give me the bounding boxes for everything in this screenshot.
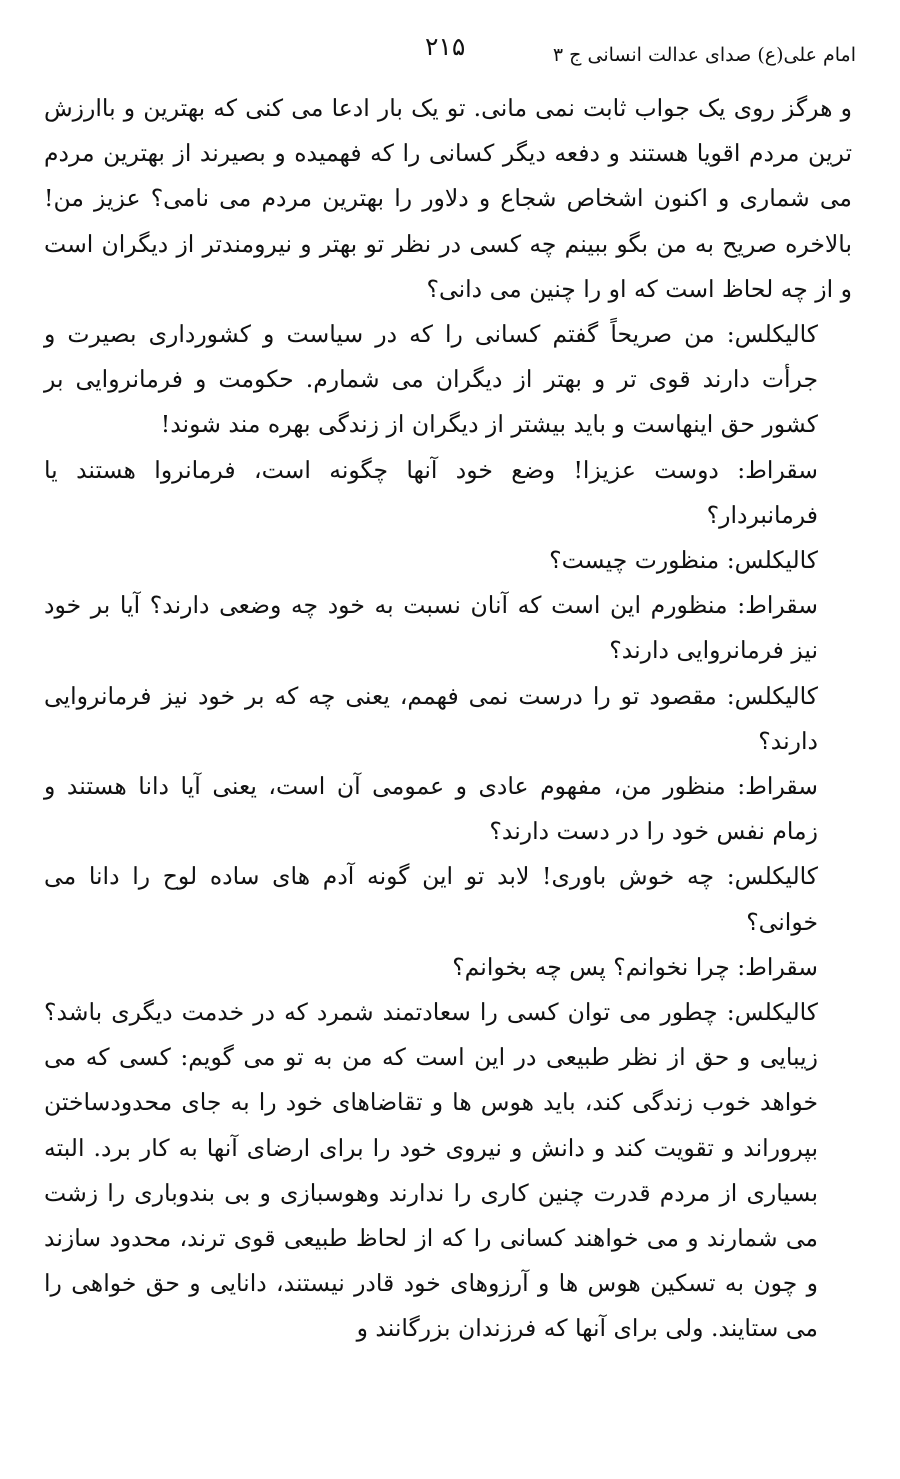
paragraph-6 — [44, 674, 852, 764]
paragraph-text: چرا نخوانم؟ پس چه بخوانم؟ — [452, 952, 730, 981]
paragraph-7 — [44, 764, 852, 854]
speaker-label: سقراط: — [737, 952, 818, 981]
running-title: امام علی(ع) صدای عدالت انسانی ج ۳ — [552, 44, 856, 66]
paragraph-1 — [44, 86, 852, 312]
paragraph-10 — [44, 990, 852, 1352]
paragraph-3 — [44, 448, 852, 538]
speaker-label: سقراط: — [737, 772, 818, 801]
paragraph-text: منظور من، مفهوم عادی و عمومی آن است، یعنی آیا دانا هستند و زمام نفس خود را در دست دارند؟ — [44, 772, 818, 846]
paragraph-text: دوست عزیزا! وضع خود آنها چگونه است، فرمانروا هستند یا فرمانبردار؟ — [44, 455, 818, 529]
speaker-label: کالیکلس: — [726, 998, 818, 1027]
paragraph-text: و هرگز روی یک جواب ثابت نمی مانی. تو یک بار ادعا می کنی که بهترین و باارزش ترین مردم اقویا هستند و دفعه دیگر کسانی را که فهمیده و بصیرند از بهترین مردم می شماری و اکنون اشخاص شجاع و دلاور را بهترین مردم می نامی؟ عزیز من! بالاخره صریح به من بگو ببینم چه کسی در نظر تو بهتر و نیرومندتر از دیگران است و از چه لحاظ است که او را چنین می دانی؟ — [44, 94, 852, 303]
paragraph-text: چه خوش باوری! لابد تو این گونه آدم های ساده لوح را دانا می خوانی؟ — [44, 862, 818, 936]
speaker-label: سقراط: — [737, 455, 818, 484]
paragraph-text: منظورت چیست؟ — [549, 546, 720, 575]
body-text — [44, 86, 852, 1352]
page-number: ۲۱۵ — [425, 32, 466, 61]
paragraph-8 — [44, 854, 852, 944]
paragraph-text: من صریحاً گفتم کسانی را که در سیاست و کشورداری بصیرت و جرأت دارند قوی تر و بهتر از دیگران می شمارم. حکومت و فرمانروایی بر کشور حق اینهاست و باید بیشتر از دیگران از زندگی بهره مند شوند! — [44, 320, 818, 439]
speaker-label: کالیکلس: — [726, 681, 818, 710]
paragraph-text: مقصود تو را درست نمی فهمم، یعنی چه که بر خود نیز فرمانروایی دارند؟ — [44, 681, 818, 755]
paragraph-5 — [44, 583, 852, 673]
page-header — [40, 30, 856, 70]
paragraph-9 — [44, 945, 852, 990]
paragraph-text: چطور می توان کسی را سعادتمند شمرد که در خدمت دیگری باشد؟ زیبایی و حق از نظر طبیعی در این است که من به تو می گویم: کسی که می خواهد خوب زندگی کند، باید هوس ها و تقاضاهای خود را به جای محدودساختن بپروراند و تقویت کند و دانش و نیروی خود را برای ارضای آنها به کار برد. البته بسیاری از مردم قدرت چنین کاری را ندارند وهوسبازی و بی بندوباری را زشت می شمارند و می خواهند کسانی را که از لحاظ طبیعی قوی ترند، محدود سازند و چون به تسکین هوس ها و آرزوهای خود قادر نیستند، دانایی و حق خواهی را می ستایند. ولی برای آنها که فرزندان بزرگانند و — [44, 998, 818, 1343]
paragraph-2 — [44, 312, 852, 448]
paragraph-4 — [44, 538, 852, 583]
speaker-label: کالیکلس: — [726, 546, 818, 575]
speaker-label: کالیکلس: — [726, 320, 818, 349]
speaker-label: سقراط: — [737, 591, 818, 620]
paragraph-text: منظورم این است که آنان نسبت به خود چه وضعی دارند؟ آیا بر خود نیز فرمانروایی دارند؟ — [44, 591, 818, 665]
speaker-label: کالیکلس: — [726, 862, 818, 891]
